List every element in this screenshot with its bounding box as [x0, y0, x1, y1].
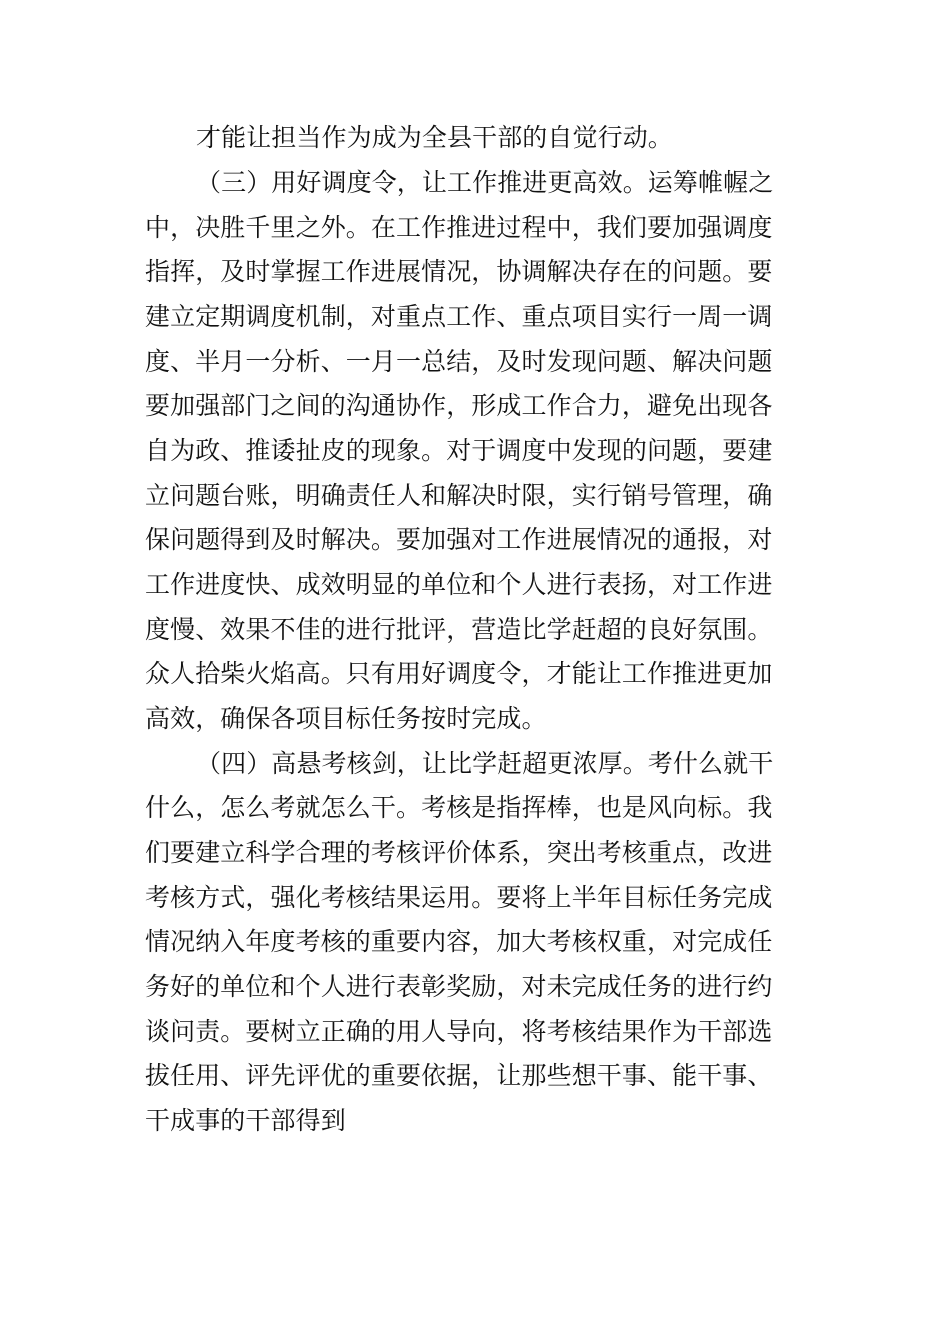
body-line-18: 考核方式，强化考核结果运用。要将上半年目标任务完成: [145, 883, 773, 912]
body-line-1: 才能让担当作为成为全县干部的自觉行动。: [196, 123, 673, 152]
body-line-7: 要加强部门之间的沟通协作，形成工作合力，避免出现各: [145, 391, 773, 420]
body-line-6: 度、半月一分析、一月一总结，及时发现问题、解决问题: [145, 347, 773, 376]
body-line-10: 保问题得到及时解决。要加强对工作进展情况的通报，对: [145, 525, 773, 554]
body-line-8: 自为政、推诿扯皮的现象。对于调度中发现的问题，要建: [145, 436, 773, 465]
body-line-13: 众人拾柴火焰高。只有用好调度令，才能让工作推进更加: [145, 659, 773, 688]
body-line-22: 拔任用、评先评优的重要依据，让那些想干事、能干事、: [145, 1061, 773, 1090]
body-line-9: 立问题台账，明确责任人和解决时限，实行销号管理，确: [145, 481, 773, 510]
body-line-4: 指挥，及时掌握工作进展情况，协调解决存在的问题。要: [145, 257, 773, 286]
body-line-11: 工作进度快、成效明显的单位和个人进行表扬，对工作进: [145, 570, 773, 599]
body-line-21: 谈问责。要树立正确的用人导向，将考核结果作为干部选: [145, 1017, 773, 1046]
body-line-14: 高效，确保各项目标任务按时完成。: [145, 704, 547, 733]
body-line-3: 中，决胜千里之外。在工作推进过程中，我们要加强调度: [145, 213, 773, 242]
body-line-12: 度慢、效果不佳的进行批评，营造比学赶超的良好氛围。: [145, 615, 773, 644]
body-line-5: 建立定期调度机制，对重点工作、重点项目实行一周一调: [145, 302, 773, 331]
section-heading-4: （四）高悬考核剑，让比学赶超更浓厚。考什么就干: [196, 749, 774, 778]
body-line-20: 务好的单位和个人进行表彰奖励，对未完成任务的进行约: [145, 972, 773, 1001]
body-line-19: 情况纳入年度考核的重要内容，加大考核权重，对完成任: [145, 927, 773, 956]
section-heading-3: （三）用好调度令，让工作推进更高效。运筹帷幄之: [196, 168, 774, 197]
body-line-17: 们要建立科学合理的考核评价体系，突出考核重点，改进: [145, 838, 773, 867]
body-line-23: 干成事的干部得到: [145, 1106, 346, 1135]
body-line-16: 什么，怎么考就怎么干。考核是指挥棒，也是风向标。我: [145, 793, 773, 822]
